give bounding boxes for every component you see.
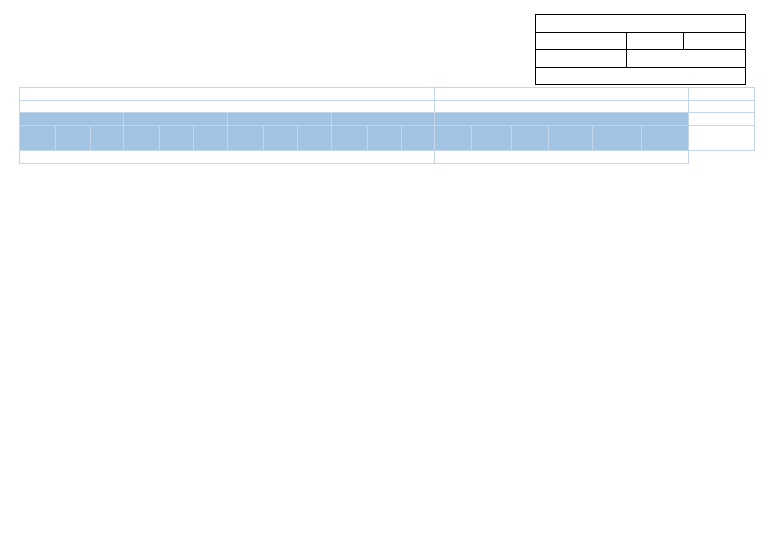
col-header	[402, 126, 435, 151]
patient-info-box	[535, 14, 746, 85]
iv-group-header	[124, 113, 228, 126]
totals-spacer	[689, 151, 755, 164]
col-header	[160, 126, 194, 151]
col-header	[435, 126, 472, 151]
col-header	[512, 126, 549, 151]
doa-field[interactable]	[684, 32, 746, 50]
ip-regn-field[interactable]	[536, 50, 627, 68]
col-header	[228, 126, 264, 151]
col-header	[264, 126, 298, 151]
output-group-spacer	[435, 113, 689, 126]
col-header	[593, 126, 642, 151]
col-header	[472, 126, 512, 151]
bed-no-field[interactable]	[627, 50, 746, 68]
intake-date-field[interactable]	[20, 88, 435, 101]
age-field[interactable]	[536, 32, 627, 50]
output-date-field[interactable]	[435, 88, 689, 101]
col-header	[124, 126, 160, 151]
oral-group-header	[20, 113, 124, 126]
col-header	[20, 126, 56, 151]
intake-output-table	[19, 87, 755, 164]
ryles-tube-group-header	[228, 113, 332, 126]
irrigation-group-header	[332, 113, 435, 126]
sex-field[interactable]	[627, 32, 684, 50]
patient-name-field[interactable]	[536, 15, 746, 33]
col-header	[56, 126, 91, 151]
total-intake-field[interactable]	[20, 151, 435, 164]
col-header	[194, 126, 228, 151]
remarks-date-cell	[689, 88, 755, 101]
remarks-col-spacer	[689, 126, 755, 151]
remarks-header	[689, 100, 755, 113]
intake-header	[20, 100, 435, 113]
total-output-field[interactable]	[435, 151, 689, 164]
consultant-name-field[interactable]	[536, 67, 746, 85]
col-header	[642, 126, 689, 151]
output-header	[435, 100, 689, 113]
col-header	[368, 126, 402, 151]
col-header	[549, 126, 593, 151]
col-header	[332, 126, 368, 151]
col-header	[298, 126, 332, 151]
remarks-group-spacer	[689, 113, 755, 126]
col-header	[91, 126, 124, 151]
